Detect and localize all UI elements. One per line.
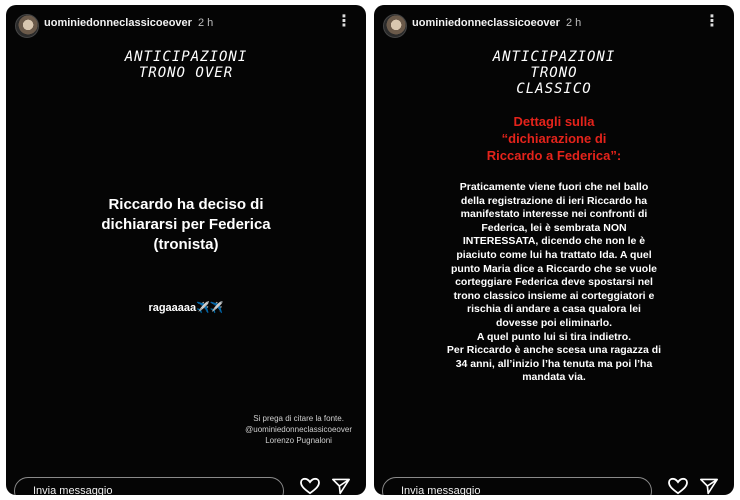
heart-icon[interactable] bbox=[667, 477, 689, 495]
body-line: manifestato interesse nei confronti di bbox=[460, 208, 648, 221]
body-line: piaciuto come lui ha trattato Ida. A quel bbox=[456, 248, 652, 261]
credit-line: Si prega di citare la fonte. bbox=[253, 414, 344, 423]
paper-plane-icon[interactable] bbox=[331, 477, 351, 495]
more-vertical-icon[interactable]: ⋮ bbox=[704, 13, 720, 30]
credit-line: @uominiedonneclassicoeover bbox=[245, 425, 352, 434]
main-text bbox=[6, 195, 366, 255]
red-heading-line: “dichiarazione di bbox=[501, 131, 607, 146]
main-text-line: Riccardo ha deciso di bbox=[108, 196, 264, 213]
title-line: ANTICIPAZIONI bbox=[124, 49, 248, 65]
body-line: Federica, lei è sembrata NON bbox=[481, 221, 627, 234]
username-text: uominiedonneclassicoeover bbox=[44, 17, 192, 29]
message-input[interactable] bbox=[382, 477, 652, 495]
source-credit bbox=[245, 413, 352, 446]
body-line: punto Maria dice a Riccardo che se vuole bbox=[451, 262, 657, 275]
message-input[interactable] bbox=[14, 477, 284, 495]
username[interactable] bbox=[44, 17, 213, 29]
emoji-text: ragaaaaa✈️✈️ bbox=[148, 302, 224, 314]
red-heading-line: Riccardo a Federica”: bbox=[486, 148, 622, 163]
story-header bbox=[374, 5, 734, 43]
story-title bbox=[374, 49, 734, 97]
story-panel-left bbox=[6, 5, 366, 495]
main-text-line: (tronista) bbox=[153, 236, 219, 253]
title-line: TRONO bbox=[530, 65, 578, 81]
post-time: 2 h bbox=[197, 17, 214, 29]
username-text: uominiedonneclassicoeover bbox=[412, 17, 560, 29]
paper-plane-icon[interactable] bbox=[699, 477, 719, 495]
body-line: Per Riccardo è anche scesa una ragazza di bbox=[446, 344, 662, 357]
main-text-line: dichiararsi per Federica bbox=[101, 216, 271, 233]
more-vertical-icon[interactable]: ⋮ bbox=[336, 13, 352, 30]
body-line: Praticamente viene fuori che nel ballo bbox=[459, 181, 649, 193]
title-line: CLASSICO bbox=[516, 81, 592, 97]
story-panel-right bbox=[374, 5, 734, 495]
story-footer bbox=[6, 471, 366, 495]
story-footer bbox=[374, 471, 734, 495]
red-heading bbox=[374, 113, 734, 164]
body-line: trono classico insieme ai corteggiatori e bbox=[453, 289, 655, 302]
username[interactable] bbox=[412, 17, 581, 29]
avatar[interactable] bbox=[383, 14, 407, 38]
title-line: TRONO OVER bbox=[138, 65, 234, 81]
story-body bbox=[398, 181, 710, 385]
body-line: A quel punto lui si tira indietro. bbox=[476, 330, 632, 343]
story-title bbox=[6, 49, 366, 81]
body-line: dovesse poi eliminarlo. bbox=[495, 316, 613, 329]
post-time: 2 h bbox=[565, 17, 582, 29]
body-line: 34 anni, all’inizio l’ha tenuta ma poi l’ha bbox=[455, 357, 653, 370]
credit-line: Lorenzo Pugnaloni bbox=[265, 436, 332, 445]
body-line: corteggiare Federica deve spostarsi nel bbox=[455, 276, 653, 289]
story-header bbox=[6, 5, 366, 43]
red-heading-line: Dettagli sulla bbox=[513, 114, 595, 129]
body-line: rischia di andare a casa qualora lei bbox=[467, 303, 641, 316]
body-line: mandata via. bbox=[522, 371, 586, 384]
body-line: INTERESSATA, dicendo che non le è bbox=[462, 235, 646, 248]
title-line: ANTICIPAZIONI bbox=[492, 49, 616, 65]
heart-icon[interactable] bbox=[299, 477, 321, 495]
body-line: della registrazione di ieri Riccardo ha bbox=[460, 194, 648, 207]
avatar[interactable] bbox=[15, 14, 39, 38]
